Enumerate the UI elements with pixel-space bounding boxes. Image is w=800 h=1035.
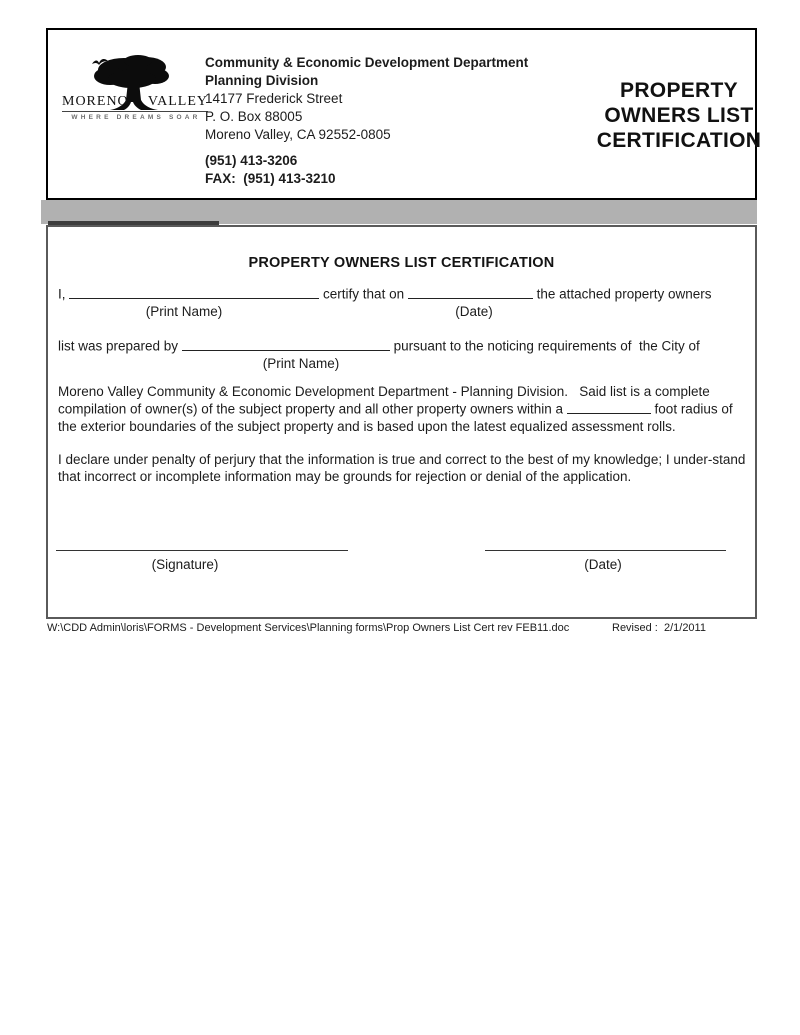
perjury-paragraph: I declare under penalty of perjury that the information is true and correct to the best of my knowledge; I under-stand that incorrect or incomplete information may be grounds for rejection or denial of the application.	[58, 452, 750, 484]
revised-date: Revised : 2/1/2011	[612, 622, 706, 634]
certification-form-box	[46, 225, 757, 619]
radius-field[interactable]	[567, 400, 651, 414]
date-field-1[interactable]	[408, 285, 533, 299]
title-line-1: PROPERTY	[620, 79, 738, 102]
moreno-valley-logo	[62, 52, 208, 128]
division-name: Planning Division	[205, 73, 319, 88]
title-line-2: OWNERS LIST	[604, 104, 754, 127]
letterhead-box	[46, 28, 762, 200]
certify-line-1	[58, 285, 750, 303]
fax-number: FAX: (951) 413-3210	[205, 171, 336, 186]
line2-prefix: list was prepared by	[58, 338, 179, 354]
logo-word-moreno: MORENO	[62, 94, 129, 109]
line2-suffix: pursuant to the noticing requirements of the City of	[393, 338, 700, 354]
logo-divider	[62, 111, 208, 112]
signature-label: (Signature)	[151, 557, 219, 572]
radius-text-1: Moreno Valley Community & Economic Development Department - Planning Division. Said list is a complete compilation of owner(s) of the subject property and all other property owners within a	[58, 384, 714, 417]
logo-word-valley: VALLEY	[147, 94, 208, 109]
phone-number: (951) 413-3206	[205, 153, 298, 168]
po-box: P. O. Box 88005	[205, 109, 303, 124]
prepared-by-line	[58, 337, 750, 355]
print-name-label-1: (Print Name)	[145, 304, 223, 319]
street-address: 14177 Frederick Street	[205, 91, 343, 106]
logo-tagline: WHERE DREAMS SOAR	[71, 114, 201, 121]
line1-prefix: I,	[58, 286, 66, 302]
city-state-zip: Moreno Valley, CA 92552-0805	[205, 127, 391, 142]
logo-wordmark	[62, 94, 208, 110]
date-label-2: (Date)	[584, 557, 622, 572]
file-path: W:\CDD Admin\loris\FORMS - Development Services\Planning forms\Prop Owners List Cert rev FEB11.doc	[47, 622, 570, 634]
date-field-2[interactable]	[485, 550, 726, 551]
form-heading: PROPERTY OWNERS LIST CERTIFICATION	[248, 255, 555, 271]
print-name-field-1[interactable]	[69, 285, 319, 299]
print-name-label-2: (Print Name)	[262, 356, 340, 371]
department-name: Community & Economic Development Department	[205, 55, 529, 70]
document-title	[568, 78, 790, 153]
line1-mid: certify that on	[323, 286, 405, 302]
department-address-block	[205, 54, 528, 188]
radius-paragraph	[58, 383, 752, 435]
title-line-3: CERTIFICATION	[596, 129, 762, 152]
signature-field[interactable]	[56, 550, 348, 551]
print-name-field-2[interactable]	[182, 337, 390, 351]
line1-suffix: the attached property owners	[536, 286, 712, 302]
date-label-1: (Date)	[455, 304, 493, 319]
radius-text-2: foot radius of the exterior boundaries of the subject property and is based upon the latest equalized assessment rolls.	[58, 401, 737, 434]
